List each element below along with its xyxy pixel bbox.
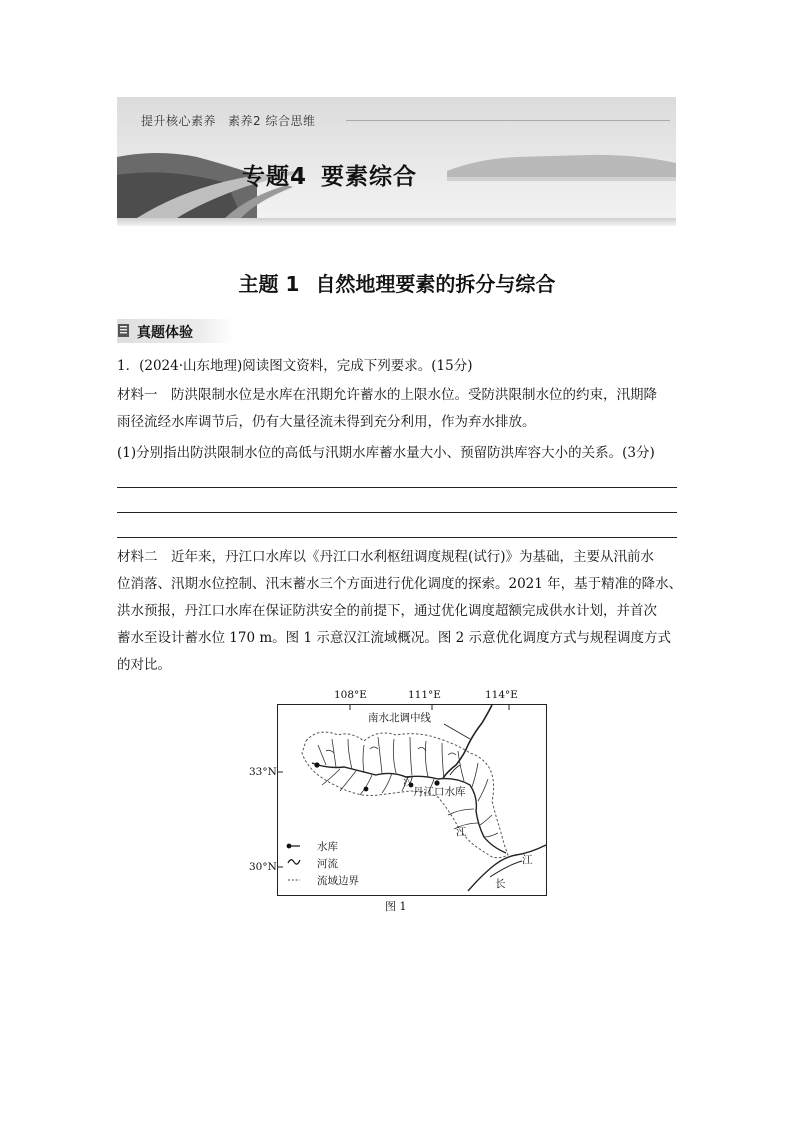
material-2-line: 的对比。 — [117, 657, 171, 673]
legend-reservoir: 水库 — [317, 841, 338, 853]
material-2-line: 蓄水至设计蓄水位 170 m。图 1 示意汉江流域概况。图 2 示意优化调度方式与规程调度方式 — [117, 630, 671, 646]
river-label: 江 — [456, 826, 467, 838]
material-1-line: 材料一 防洪限制水位是水库在汛期允许蓄水的上限水位。受防洪限制水位的约束，汛期降 — [117, 387, 657, 403]
material-1-line: 雨径流经水库调节后，仍有大量径流未得到充分利用，作为弃水排放。 — [117, 414, 536, 430]
longitude-label: 111°E — [408, 689, 441, 701]
legend-river: 河流 — [317, 858, 338, 870]
answer-line — [117, 487, 677, 488]
longitude-label: 108°E — [334, 689, 367, 701]
breadcrumb — [141, 112, 316, 129]
special-name: 要素综合 — [321, 164, 418, 190]
topic-name: 自然地理要素的拆分与综合 — [315, 272, 556, 296]
figure-caption: 图 1 — [385, 900, 407, 913]
breadcrumb-item: 综合思维 — [265, 114, 316, 128]
canal-label: 南水北调中线 — [368, 712, 431, 724]
answer-line — [117, 537, 677, 538]
river-label: 汉 — [403, 776, 414, 788]
material-2-line: 洪水预报，丹江口水库在保证防洪安全的前提下，通过优化调度超额完成供水计划，并首次 — [117, 603, 657, 619]
legend-boundary: 流域边界 — [317, 875, 359, 887]
section-label: 真题体验 — [137, 325, 193, 341]
sub-question-1: (1)分别指出防洪限制水位的高低与汛期水库蓄水量大小、预留防洪库容大小的关系。(3分) — [117, 445, 655, 461]
breadcrumb-item: 素养2 — [228, 114, 262, 128]
answer-line — [117, 512, 677, 513]
longitude-label: 114°E — [485, 689, 518, 701]
material-2-line: 材料二 近年来，丹江口水库以《丹江口水利枢纽调度规程(试行)》为基础，主要从汛前水 — [117, 549, 655, 565]
material-2-line: 位消落、汛期水位控制、汛末蓄水三个方面进行优化调度的探索。2021 年，基于精准的降水、 — [117, 576, 683, 592]
topic-title — [0, 268, 794, 297]
latitude-label: 33°N — [249, 766, 277, 778]
banner-shadow — [117, 218, 676, 226]
latitude-label: 30°N — [249, 861, 277, 873]
yangtze-label: 长 — [495, 878, 506, 890]
section-heading — [117, 319, 234, 343]
topic-number: 主题 1 — [238, 272, 300, 296]
document-icon — [117, 323, 131, 338]
reservoir-label: 丹江口水库 — [413, 786, 466, 798]
breadcrumb-item: 提升核心素养 — [141, 114, 217, 128]
question-stem: 1．(2024·山东地理)阅读图文资料，完成下列要求。(15分) — [117, 358, 473, 374]
map-legend — [287, 844, 300, 880]
yangtze-label: 江 — [522, 854, 533, 866]
special-title — [242, 158, 417, 191]
breadcrumb-rule — [346, 120, 670, 121]
special-label: 专题4 — [242, 164, 308, 190]
